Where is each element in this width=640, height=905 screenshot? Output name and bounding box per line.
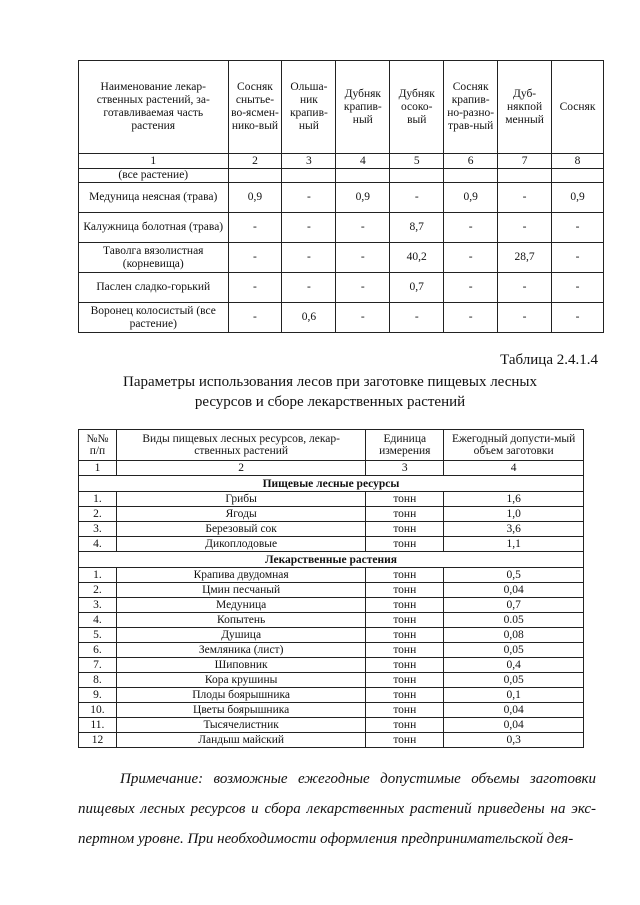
plant-value: -: [228, 213, 282, 243]
plant-value: 0,9: [444, 183, 498, 213]
plant-name: Калужница болотная (трава): [79, 213, 229, 243]
resource-value: 1,1: [444, 537, 584, 552]
resource-unit: тонн: [366, 507, 444, 522]
medicinal-plants-section: [79, 552, 584, 568]
table-row: [79, 522, 584, 537]
plant-name: Воронец колосистый (все растение): [79, 303, 229, 333]
resource-value: 0,05: [444, 673, 584, 688]
table1-header-cell: Дубняк осоко-вый: [390, 61, 444, 154]
table2-column-number: 4: [444, 461, 584, 476]
resource-value: 0,04: [444, 583, 584, 598]
plant-value: 0,6: [282, 303, 336, 333]
table-row: [79, 243, 604, 273]
table1-column-number: 5: [390, 154, 444, 169]
resource-value: 3,6: [444, 522, 584, 537]
plant-value: -: [444, 213, 498, 243]
resource-value: 0,4: [444, 658, 584, 673]
resource-name: Ягоды: [116, 507, 365, 522]
table-row: [79, 688, 584, 703]
resource-unit: тонн: [366, 733, 444, 748]
table1-header-cell: Наименование лекар-ственных растений, за-готавливаемая часть растения: [79, 61, 229, 154]
resource-n: 9.: [79, 688, 117, 703]
table1-header-cell: Ольша-ник крапив-ный: [282, 61, 336, 154]
table2-header-row: [79, 430, 584, 461]
resource-n: 4.: [79, 613, 117, 628]
table-row: [79, 213, 604, 243]
table-row: [79, 613, 584, 628]
resource-name: Медуница: [116, 598, 365, 613]
resource-n: 11.: [79, 718, 117, 733]
resource-n: 2.: [79, 583, 117, 598]
resource-name: Цмин песчаный: [116, 583, 365, 598]
table2-header-cell: Ежегодный допусти-мый объем заготовки: [444, 430, 584, 461]
plant-value: -: [552, 273, 604, 303]
food-resources-section-label: Пищевые лесные ресурсы: [79, 476, 584, 492]
resource-name: Дикоплодовые: [116, 537, 365, 552]
plant-value: -: [228, 243, 282, 273]
resource-n: 1.: [79, 492, 117, 507]
resource-unit: тонн: [366, 673, 444, 688]
table2-column-number: 3: [366, 461, 444, 476]
table-number: Таблица 2.4.1.4: [500, 352, 598, 368]
resource-name: Плоды боярышника: [116, 688, 365, 703]
plant-value: -: [282, 273, 336, 303]
resource-unit: тонн: [366, 718, 444, 733]
resource-name: Копытень: [116, 613, 365, 628]
resource-value: 0,3: [444, 733, 584, 748]
resource-name: Грибы: [116, 492, 365, 507]
plant-value: -: [444, 243, 498, 273]
resource-n: 8.: [79, 673, 117, 688]
table2-header-cell: Виды пищевых лесных ресурсов, лекар-ственных растений: [116, 430, 365, 461]
plant-value: 0,9: [552, 183, 604, 213]
table1-column-number: 4: [336, 154, 390, 169]
table-row: [79, 628, 584, 643]
table1-empty-cell: [390, 169, 444, 183]
table1-header-cell: Сосняк: [552, 61, 604, 154]
table1-column-number: 1: [79, 154, 229, 169]
resource-unit: тонн: [366, 522, 444, 537]
resource-value: 0,04: [444, 718, 584, 733]
table1-continued-row: [79, 169, 604, 183]
resource-value: 0,04: [444, 703, 584, 718]
resource-value: 1,0: [444, 507, 584, 522]
table1-empty-cell: [552, 169, 604, 183]
table1-column-number: 8: [552, 154, 604, 169]
resource-unit: тонн: [366, 688, 444, 703]
plant-value: 0,9: [228, 183, 282, 213]
plant-name: Таволга вязолистная (корневища): [79, 243, 229, 273]
table1-column-number: 2: [228, 154, 282, 169]
table-row: [79, 507, 584, 522]
resource-name: Кора крушины: [116, 673, 365, 688]
table1-header-cell: Дубняк крапив-ный: [336, 61, 390, 154]
resource-unit: тонн: [366, 658, 444, 673]
resource-n: 12: [79, 733, 117, 748]
plant-value: -: [228, 273, 282, 303]
resource-name: Березовый сок: [116, 522, 365, 537]
table2-column-number: 2: [116, 461, 365, 476]
table1-column-number: 3: [282, 154, 336, 169]
resource-name: Ландыш майский: [116, 733, 365, 748]
table-row: [79, 568, 584, 583]
table-row: [79, 673, 584, 688]
resource-unit: тонн: [366, 568, 444, 583]
plant-value: 8,7: [390, 213, 444, 243]
table2-header-cell: №№ п/п: [79, 430, 117, 461]
table1-header-cell: Сосняк снытье-во-ясмен-нико-вый: [228, 61, 282, 154]
table1-header-row: [79, 61, 604, 154]
resource-value: 0,1: [444, 688, 584, 703]
plant-value: -: [282, 213, 336, 243]
resource-value: 0.05: [444, 613, 584, 628]
table1-column-number: 6: [444, 154, 498, 169]
plant-value: 28,7: [498, 243, 552, 273]
resource-n: 3.: [79, 522, 117, 537]
resource-unit: тонн: [366, 628, 444, 643]
food-resources-section: [79, 476, 584, 492]
plant-value: -: [552, 303, 604, 333]
resource-unit: тонн: [366, 703, 444, 718]
resource-n: 2.: [79, 507, 117, 522]
plant-name: Медуница неясная (трава): [79, 183, 229, 213]
resource-name: Душица: [116, 628, 365, 643]
table-row: [79, 492, 584, 507]
resource-unit: тонн: [366, 598, 444, 613]
resource-unit: тонн: [366, 492, 444, 507]
table-row: [79, 537, 584, 552]
plant-value: -: [498, 183, 552, 213]
resource-name: Земляника (лист): [116, 643, 365, 658]
plant-name: Паслен сладко-горький: [79, 273, 229, 303]
resource-n: 10.: [79, 703, 117, 718]
table1-empty-cell: [498, 169, 552, 183]
resource-value: 0,5: [444, 568, 584, 583]
table-row: [79, 273, 604, 303]
plant-value: -: [390, 183, 444, 213]
plant-value: -: [498, 213, 552, 243]
table1-empty-cell: [282, 169, 336, 183]
resource-n: 4.: [79, 537, 117, 552]
plant-value: -: [444, 273, 498, 303]
medicinal-plants-table: [78, 60, 604, 333]
resource-n: 5.: [79, 628, 117, 643]
forest-resources-table: [78, 429, 584, 748]
plant-value: 0,7: [390, 273, 444, 303]
plant-value: -: [282, 183, 336, 213]
resource-n: 6.: [79, 643, 117, 658]
plant-value: -: [390, 303, 444, 333]
table-row: [79, 643, 584, 658]
resource-n: 1.: [79, 568, 117, 583]
plant-value: -: [498, 303, 552, 333]
table2-header-cell: Единица измерения: [366, 430, 444, 461]
resource-unit: тонн: [366, 583, 444, 598]
note-paragraph: Примечание: возможные ежегодные допустимые объемы заготовки пищевых лесных ресурсов и сбора лекарственных растений приведены на экс-пертном уровне. При необходимости оформления предпринимательской дея-: [78, 771, 596, 847]
plant-value: -: [444, 303, 498, 333]
table-row: [79, 718, 584, 733]
plant-value: -: [336, 213, 390, 243]
resource-n: 7.: [79, 658, 117, 673]
resource-value: 0,08: [444, 628, 584, 643]
table-row: [79, 303, 604, 333]
resource-n: 3.: [79, 598, 117, 613]
table1-column-number: 7: [498, 154, 552, 169]
table1-continued-label: (все растение): [79, 169, 229, 183]
resource-value: 0,7: [444, 598, 584, 613]
resource-name: Крапива двудомная: [116, 568, 365, 583]
table-row: [79, 733, 584, 748]
table-row: [79, 703, 584, 718]
table-row: [79, 183, 604, 213]
table-row: [79, 583, 584, 598]
resource-name: Шиповник: [116, 658, 365, 673]
plant-value: -: [336, 243, 390, 273]
table-row: [79, 598, 584, 613]
medicinal-plants-section-label: Лекарственные растения: [79, 552, 584, 568]
table2-number-row: [79, 461, 584, 476]
resource-unit: тонн: [366, 537, 444, 552]
table1-header-cell: Дуб-някпой менный: [498, 61, 552, 154]
table2-column-number: 1: [79, 461, 117, 476]
resource-unit: тонн: [366, 643, 444, 658]
plant-value: -: [228, 303, 282, 333]
table1-empty-cell: [228, 169, 282, 183]
table-row: [79, 658, 584, 673]
plant-value: -: [282, 243, 336, 273]
resource-name: Тысячелистник: [116, 718, 365, 733]
table-title: Параметры использования лесов при заготовке пищевых лесных ресурсов и сборе лекарственных растений: [123, 374, 537, 410]
resource-unit: тонн: [366, 613, 444, 628]
resource-value: 0,05: [444, 643, 584, 658]
plant-value: -: [336, 273, 390, 303]
plant-value: -: [552, 213, 604, 243]
table1-number-row: [79, 154, 604, 169]
table1-header-cell: Сосняк крапив-но-разно-трав-ный: [444, 61, 498, 154]
table1-empty-cell: [444, 169, 498, 183]
resource-value: 1,6: [444, 492, 584, 507]
plant-value: 0,9: [336, 183, 390, 213]
plant-value: 40,2: [390, 243, 444, 273]
plant-value: -: [336, 303, 390, 333]
plant-value: -: [552, 243, 604, 273]
plant-value: -: [498, 273, 552, 303]
table1-empty-cell: [336, 169, 390, 183]
resource-name: Цветы боярышника: [116, 703, 365, 718]
